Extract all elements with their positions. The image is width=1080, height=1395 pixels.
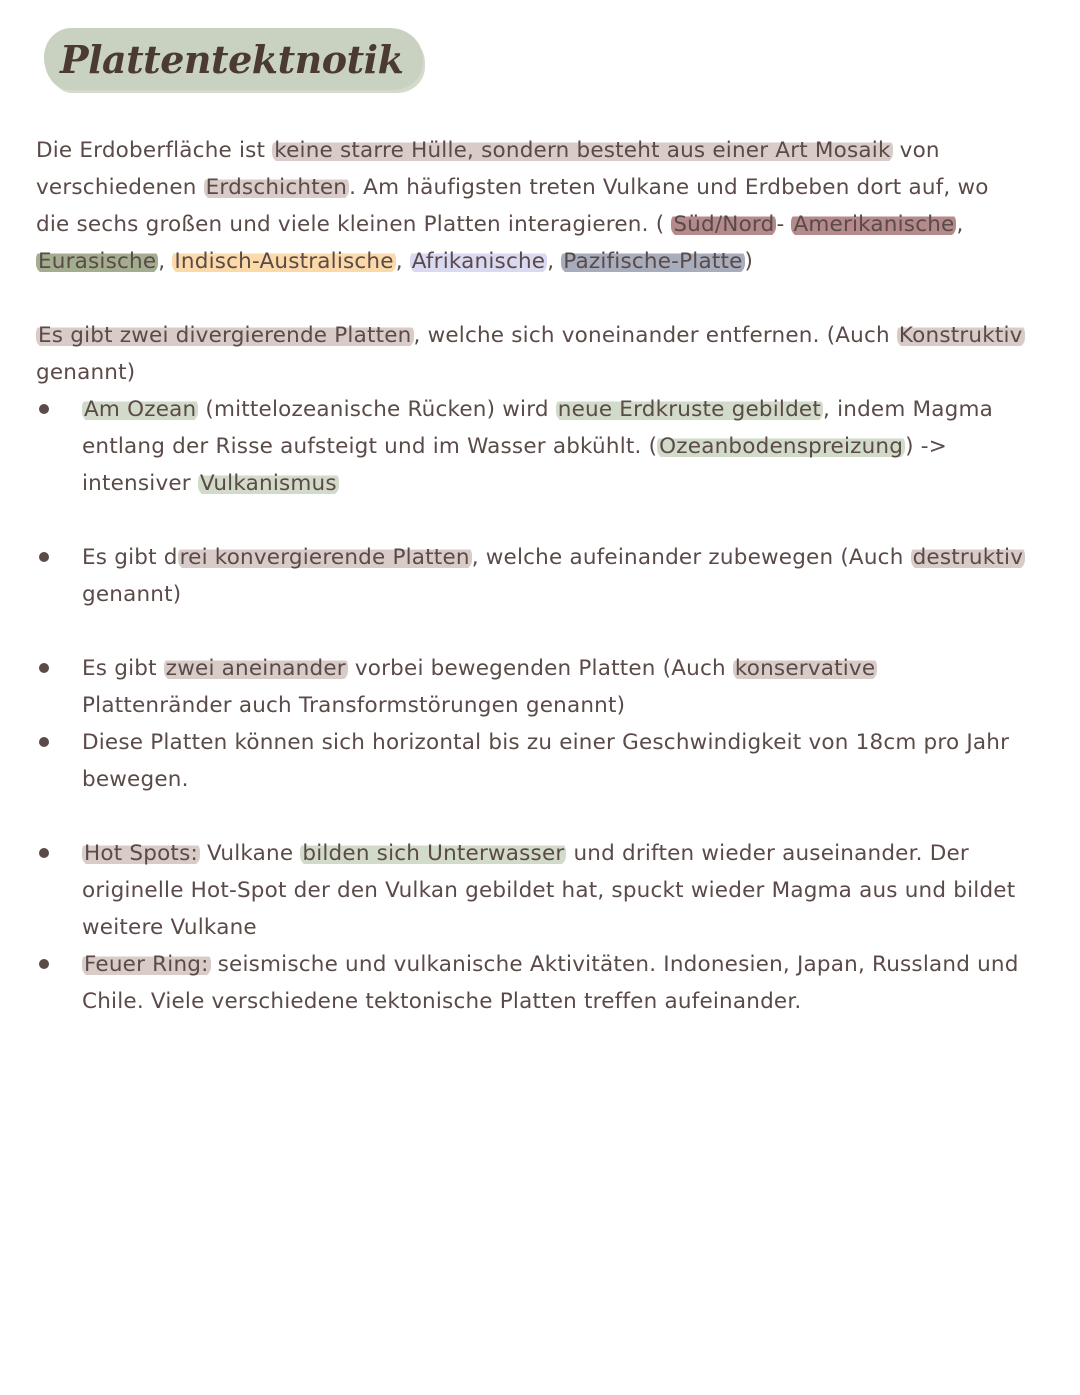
text-run: von verschiedenen (36, 138, 940, 200)
highlight-taupe: Hot Spots: (84, 841, 198, 866)
text-run: , welche sich voneinander entfernen. (Auch (413, 323, 897, 348)
text-run: Plattenränder auch Transformstörungen genannt) (82, 693, 626, 718)
text-run: (mittelozeanische Rücken) wird (198, 397, 556, 422)
bullet-icon (39, 848, 49, 858)
list-item-konservativ (36, 650, 1026, 724)
text-run: genannt) (82, 582, 182, 607)
list-item-ozean (36, 391, 1026, 502)
bullet-icon (39, 663, 49, 673)
list-item-hot-spots (36, 835, 1026, 946)
highlight-sage: Vulkanismus (199, 471, 337, 496)
highlight-taupe: zwei aneinander (165, 656, 346, 681)
title-banner (44, 28, 423, 90)
notes-body (36, 132, 1026, 1020)
bullet-icon (39, 404, 49, 414)
plate-eurasische: Eurasische (38, 249, 157, 274)
text-run: Es gibt (82, 656, 164, 681)
divergent-paragraph (36, 317, 1026, 391)
text-run: , indem Magma entlang der Risse aufsteigt und im Wasser abkühlt. ( (82, 397, 994, 459)
text-run: Die Erdoberfläche ist (36, 138, 273, 163)
highlight-sage: bilden sich Unterwasser (302, 841, 565, 866)
separator: , (395, 249, 410, 274)
text-run: ) (744, 249, 754, 274)
highlight-taupe: Erdschichten (205, 175, 348, 200)
highlight-taupe: destruktiv (912, 545, 1024, 570)
highlight-taupe: konservative (734, 656, 876, 681)
plate-pazifische: Pazifische-Platte (563, 249, 743, 274)
text-run: vorbei bewegenden Platten (Auch (347, 656, 733, 681)
highlight-taupe: Feuer Ring: (84, 952, 209, 977)
highlight-taupe: Konstruktiv (898, 323, 1023, 348)
spacer (36, 613, 1026, 650)
list-item-geschwindigkeit (36, 724, 1026, 798)
bullet-list (36, 391, 1026, 502)
text-run: seismische und vulkanische Aktivitäten. Indonesien, Japan, Russland und Chile. Viele verschiedene tektonische Platten treffen aufeinander. (82, 952, 1019, 1014)
highlight-taupe: rei konvergierende Platten (179, 545, 470, 570)
text-run: - (776, 212, 785, 237)
highlight-taupe: Es gibt zwei divergierende Platten (38, 323, 412, 348)
bullet-list (36, 539, 1026, 613)
plate-indisch-australische: Indisch-Australische (174, 249, 394, 274)
separator: , (158, 249, 173, 274)
text-run: , welche aufeinander zubewegen (Auch (471, 545, 911, 570)
plate-amerikanische: Amerikanische (793, 212, 955, 237)
page-title: Plattentektnotik (60, 36, 404, 82)
highlight-sage: neue Erdkruste gebildet (557, 397, 821, 422)
text-run: Vulkane (199, 841, 301, 866)
highlight-sage: Ozeanbodenspreizung (659, 434, 904, 459)
text-run: Es gibt d (82, 545, 178, 570)
spacer (36, 502, 1026, 539)
list-item-konvergierend (36, 539, 1026, 613)
bullet-icon (39, 959, 49, 969)
text-run: und driften wieder auseinander. Der originelle Hot-Spot der den Vulkan gebildet hat, spuckt wieder Magma aus und bildet weitere Vulkane (82, 841, 1016, 940)
bullet-icon (39, 737, 49, 747)
text-run: ) -> intensiver (82, 434, 947, 496)
bullet-list (36, 650, 1026, 798)
text-run: . Am häufigsten treten Vulkane und Erdbeben dort auf, wo die sechs großen und viele kleinen Platten interagieren. ( (36, 175, 989, 237)
bullet-icon (39, 552, 49, 562)
highlight-sage: Am Ozean (84, 397, 197, 422)
bullet-list (36, 835, 1026, 1020)
plate-sued-nord: Süd/Nord (673, 212, 775, 237)
text-run: genannt) (36, 360, 136, 385)
separator: , (956, 212, 964, 237)
spacer (36, 798, 1026, 835)
separator: , (547, 249, 562, 274)
spacer (36, 280, 1026, 317)
text-run: Diese Platten können sich horizontal bis zu einer Geschwindigkeit von 18cm pro Jahr bewegen. (82, 730, 1010, 792)
highlight-taupe: keine starre Hülle, sondern besteht aus einer Art Mosaik (274, 138, 891, 163)
list-item-feuer-ring (36, 946, 1026, 1020)
intro-paragraph (36, 132, 1026, 280)
plate-afrikanische: Afrikanische (411, 249, 546, 274)
